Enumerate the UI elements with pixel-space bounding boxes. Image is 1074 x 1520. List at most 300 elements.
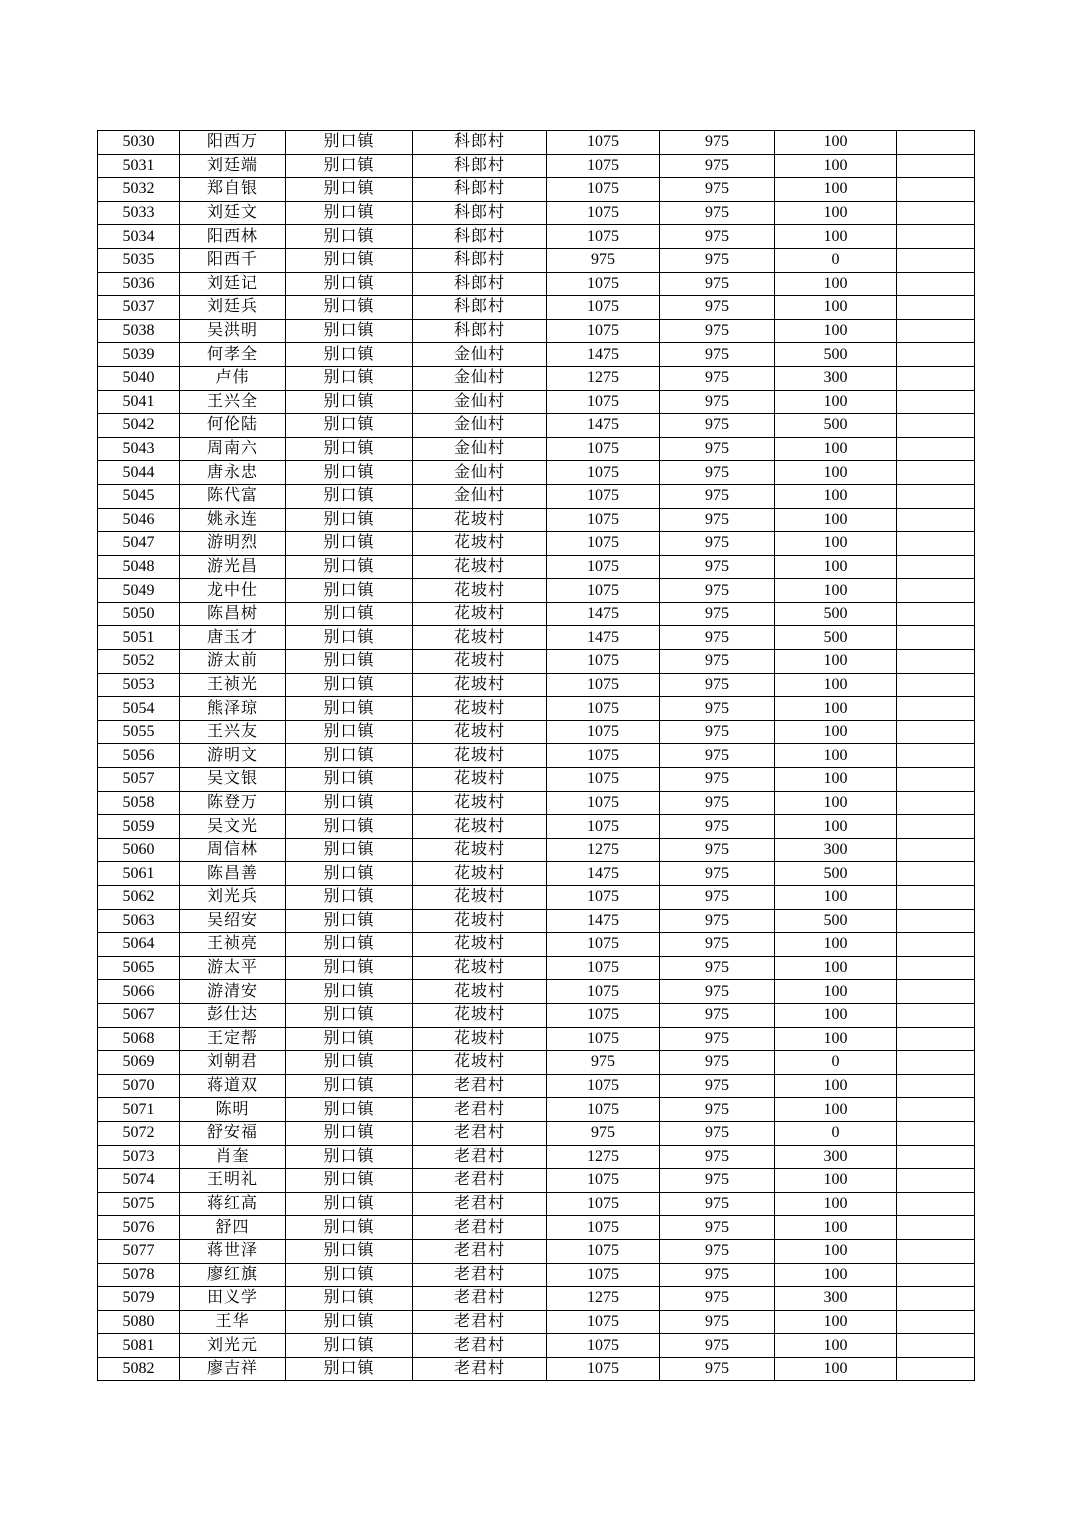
amount-base-cell: 975 bbox=[660, 1287, 775, 1311]
table-row bbox=[98, 886, 975, 910]
table-row bbox=[98, 366, 975, 390]
village-cell: 金仙村 bbox=[413, 390, 547, 414]
amount-total-cell: 1075 bbox=[547, 1074, 660, 1098]
note-cell bbox=[897, 131, 975, 155]
row-number-cell: 5051 bbox=[98, 626, 180, 650]
village-cell: 花坡村 bbox=[413, 579, 547, 603]
amount-base-cell: 975 bbox=[660, 673, 775, 697]
village-cell: 花坡村 bbox=[413, 744, 547, 768]
table-row bbox=[98, 1287, 975, 1311]
table-row bbox=[98, 555, 975, 579]
town-cell: 别口镇 bbox=[286, 343, 413, 367]
row-number-cell: 5063 bbox=[98, 909, 180, 933]
name-cell: 吴洪明 bbox=[180, 319, 286, 343]
amount-base-cell: 975 bbox=[660, 626, 775, 650]
name-cell: 彭仕达 bbox=[180, 1003, 286, 1027]
name-cell: 周信林 bbox=[180, 838, 286, 862]
amount-base-cell: 975 bbox=[660, 933, 775, 957]
amount-base-cell: 975 bbox=[660, 154, 775, 178]
note-cell bbox=[897, 437, 975, 461]
table-row bbox=[98, 1334, 975, 1358]
note-cell bbox=[897, 1169, 975, 1193]
table-row bbox=[98, 532, 975, 556]
row-number-cell: 5033 bbox=[98, 201, 180, 225]
note-cell bbox=[897, 602, 975, 626]
village-cell: 花坡村 bbox=[413, 720, 547, 744]
name-cell: 蒋世泽 bbox=[180, 1239, 286, 1263]
amount-total-cell: 1075 bbox=[547, 1239, 660, 1263]
row-number-cell: 5036 bbox=[98, 272, 180, 296]
name-cell: 唐玉才 bbox=[180, 626, 286, 650]
village-cell: 金仙村 bbox=[413, 343, 547, 367]
row-number-cell: 5046 bbox=[98, 508, 180, 532]
row-number-cell: 5069 bbox=[98, 1051, 180, 1075]
amount-difference-cell: 100 bbox=[775, 933, 897, 957]
table-row bbox=[98, 1310, 975, 1334]
village-cell: 老君村 bbox=[413, 1192, 547, 1216]
amount-total-cell: 1075 bbox=[547, 1169, 660, 1193]
town-cell: 别口镇 bbox=[286, 1051, 413, 1075]
note-cell bbox=[897, 484, 975, 508]
village-cell: 花坡村 bbox=[413, 1003, 547, 1027]
note-cell bbox=[897, 1310, 975, 1334]
amount-base-cell: 975 bbox=[660, 343, 775, 367]
village-cell: 老君村 bbox=[413, 1334, 547, 1358]
town-cell: 别口镇 bbox=[286, 414, 413, 438]
row-number-cell: 5050 bbox=[98, 602, 180, 626]
row-number-cell: 5082 bbox=[98, 1357, 180, 1381]
amount-difference-cell: 100 bbox=[775, 1310, 897, 1334]
amount-base-cell: 975 bbox=[660, 744, 775, 768]
table-row bbox=[98, 1074, 975, 1098]
town-cell: 别口镇 bbox=[286, 1357, 413, 1381]
table-row bbox=[98, 1216, 975, 1240]
amount-base-cell: 975 bbox=[660, 815, 775, 839]
amount-total-cell: 1475 bbox=[547, 862, 660, 886]
note-cell bbox=[897, 579, 975, 603]
note-cell bbox=[897, 862, 975, 886]
amount-total-cell: 1275 bbox=[547, 838, 660, 862]
town-cell: 别口镇 bbox=[286, 697, 413, 721]
amount-difference-cell: 100 bbox=[775, 1334, 897, 1358]
name-cell: 廖吉祥 bbox=[180, 1357, 286, 1381]
row-number-cell: 5047 bbox=[98, 532, 180, 556]
village-cell: 老君村 bbox=[413, 1074, 547, 1098]
amount-total-cell: 1475 bbox=[547, 343, 660, 367]
name-cell: 刘廷记 bbox=[180, 272, 286, 296]
note-cell bbox=[897, 319, 975, 343]
name-cell: 舒安福 bbox=[180, 1121, 286, 1145]
name-cell: 何伦陆 bbox=[180, 414, 286, 438]
village-cell: 花坡村 bbox=[413, 980, 547, 1004]
amount-base-cell: 975 bbox=[660, 1263, 775, 1287]
amount-total-cell: 1075 bbox=[547, 484, 660, 508]
amount-base-cell: 975 bbox=[660, 862, 775, 886]
table-row bbox=[98, 697, 975, 721]
note-cell bbox=[897, 178, 975, 202]
amount-base-cell: 975 bbox=[660, 272, 775, 296]
note-cell bbox=[897, 508, 975, 532]
row-number-cell: 5071 bbox=[98, 1098, 180, 1122]
note-cell bbox=[897, 272, 975, 296]
amount-base-cell: 975 bbox=[660, 1239, 775, 1263]
amount-base-cell: 975 bbox=[660, 1216, 775, 1240]
town-cell: 别口镇 bbox=[286, 1074, 413, 1098]
table-row bbox=[98, 1003, 975, 1027]
town-cell: 别口镇 bbox=[286, 791, 413, 815]
row-number-cell: 5079 bbox=[98, 1287, 180, 1311]
name-cell: 蒋道双 bbox=[180, 1074, 286, 1098]
name-cell: 游太前 bbox=[180, 650, 286, 674]
amount-difference-cell: 300 bbox=[775, 1287, 897, 1311]
table-row bbox=[98, 791, 975, 815]
table-row bbox=[98, 1121, 975, 1145]
row-number-cell: 5039 bbox=[98, 343, 180, 367]
village-cell: 科郎村 bbox=[413, 201, 547, 225]
row-number-cell: 5057 bbox=[98, 768, 180, 792]
name-cell: 王明礼 bbox=[180, 1169, 286, 1193]
town-cell: 别口镇 bbox=[286, 154, 413, 178]
amount-base-cell: 975 bbox=[660, 1334, 775, 1358]
name-cell: 阳西万 bbox=[180, 131, 286, 155]
amount-difference-cell: 100 bbox=[775, 1192, 897, 1216]
amount-total-cell: 1075 bbox=[547, 437, 660, 461]
village-cell: 花坡村 bbox=[413, 626, 547, 650]
town-cell: 别口镇 bbox=[286, 272, 413, 296]
town-cell: 别口镇 bbox=[286, 1263, 413, 1287]
town-cell: 别口镇 bbox=[286, 1169, 413, 1193]
amount-total-cell: 1075 bbox=[547, 886, 660, 910]
name-cell: 刘光元 bbox=[180, 1334, 286, 1358]
amount-total-cell: 1275 bbox=[547, 1145, 660, 1169]
village-cell: 老君村 bbox=[413, 1310, 547, 1334]
amount-total-cell: 1075 bbox=[547, 980, 660, 1004]
amount-base-cell: 975 bbox=[660, 1003, 775, 1027]
amount-total-cell: 1075 bbox=[547, 1098, 660, 1122]
table-row bbox=[98, 862, 975, 886]
table-row bbox=[98, 131, 975, 155]
village-cell: 老君村 bbox=[413, 1098, 547, 1122]
row-number-cell: 5061 bbox=[98, 862, 180, 886]
row-number-cell: 5072 bbox=[98, 1121, 180, 1145]
name-cell: 阳西千 bbox=[180, 248, 286, 272]
table-row bbox=[98, 933, 975, 957]
town-cell: 别口镇 bbox=[286, 579, 413, 603]
name-cell: 王祯光 bbox=[180, 673, 286, 697]
town-cell: 别口镇 bbox=[286, 1121, 413, 1145]
amount-difference-cell: 500 bbox=[775, 862, 897, 886]
row-number-cell: 5054 bbox=[98, 697, 180, 721]
note-cell bbox=[897, 673, 975, 697]
amount-base-cell: 975 bbox=[660, 1310, 775, 1334]
village-cell: 花坡村 bbox=[413, 862, 547, 886]
table-row bbox=[98, 296, 975, 320]
name-cell: 刘廷端 bbox=[180, 154, 286, 178]
amount-difference-cell: 500 bbox=[775, 909, 897, 933]
amount-difference-cell: 100 bbox=[775, 886, 897, 910]
amount-difference-cell: 100 bbox=[775, 272, 897, 296]
amount-total-cell: 1075 bbox=[547, 296, 660, 320]
amount-base-cell: 975 bbox=[660, 909, 775, 933]
village-cell: 花坡村 bbox=[413, 838, 547, 862]
town-cell: 别口镇 bbox=[286, 366, 413, 390]
village-cell: 花坡村 bbox=[413, 791, 547, 815]
amount-total-cell: 1075 bbox=[547, 744, 660, 768]
table-row bbox=[98, 1263, 975, 1287]
row-number-cell: 5062 bbox=[98, 886, 180, 910]
amount-total-cell: 1075 bbox=[547, 201, 660, 225]
amount-base-cell: 975 bbox=[660, 461, 775, 485]
table-row bbox=[98, 626, 975, 650]
amount-base-cell: 975 bbox=[660, 602, 775, 626]
village-cell: 老君村 bbox=[413, 1216, 547, 1240]
row-number-cell: 5031 bbox=[98, 154, 180, 178]
name-cell: 游太平 bbox=[180, 956, 286, 980]
amount-total-cell: 1075 bbox=[547, 461, 660, 485]
amount-total-cell: 1075 bbox=[547, 1003, 660, 1027]
town-cell: 别口镇 bbox=[286, 461, 413, 485]
amount-total-cell: 1075 bbox=[547, 791, 660, 815]
village-cell: 花坡村 bbox=[413, 1027, 547, 1051]
note-cell bbox=[897, 980, 975, 1004]
note-cell bbox=[897, 1216, 975, 1240]
amount-difference-cell: 300 bbox=[775, 838, 897, 862]
amount-total-cell: 975 bbox=[547, 248, 660, 272]
amount-difference-cell: 100 bbox=[775, 1027, 897, 1051]
village-cell: 花坡村 bbox=[413, 1051, 547, 1075]
note-cell bbox=[897, 1003, 975, 1027]
town-cell: 别口镇 bbox=[286, 768, 413, 792]
town-cell: 别口镇 bbox=[286, 296, 413, 320]
amount-difference-cell: 300 bbox=[775, 366, 897, 390]
town-cell: 别口镇 bbox=[286, 555, 413, 579]
name-cell: 王华 bbox=[180, 1310, 286, 1334]
name-cell: 刘光兵 bbox=[180, 886, 286, 910]
town-cell: 别口镇 bbox=[286, 1334, 413, 1358]
row-number-cell: 5043 bbox=[98, 437, 180, 461]
town-cell: 别口镇 bbox=[286, 838, 413, 862]
amount-difference-cell: 100 bbox=[775, 744, 897, 768]
row-number-cell: 5038 bbox=[98, 319, 180, 343]
name-cell: 陈代富 bbox=[180, 484, 286, 508]
village-cell: 花坡村 bbox=[413, 697, 547, 721]
note-cell bbox=[897, 933, 975, 957]
amount-base-cell: 975 bbox=[660, 1121, 775, 1145]
amount-difference-cell: 100 bbox=[775, 1263, 897, 1287]
amount-total-cell: 1475 bbox=[547, 414, 660, 438]
note-cell bbox=[897, 248, 975, 272]
amount-base-cell: 975 bbox=[660, 791, 775, 815]
town-cell: 别口镇 bbox=[286, 1192, 413, 1216]
village-cell: 科郎村 bbox=[413, 131, 547, 155]
amount-total-cell: 975 bbox=[547, 1121, 660, 1145]
village-cell: 科郎村 bbox=[413, 248, 547, 272]
town-cell: 别口镇 bbox=[286, 484, 413, 508]
village-cell: 老君村 bbox=[413, 1145, 547, 1169]
name-cell: 熊泽琼 bbox=[180, 697, 286, 721]
amount-difference-cell: 100 bbox=[775, 579, 897, 603]
town-cell: 别口镇 bbox=[286, 1239, 413, 1263]
amount-total-cell: 1075 bbox=[547, 1192, 660, 1216]
town-cell: 别口镇 bbox=[286, 602, 413, 626]
table-row bbox=[98, 909, 975, 933]
amount-total-cell: 1075 bbox=[547, 673, 660, 697]
name-cell: 周南六 bbox=[180, 437, 286, 461]
amount-difference-cell: 100 bbox=[775, 1357, 897, 1381]
note-cell bbox=[897, 1192, 975, 1216]
note-cell bbox=[897, 1263, 975, 1287]
row-number-cell: 5044 bbox=[98, 461, 180, 485]
town-cell: 别口镇 bbox=[286, 508, 413, 532]
amount-base-cell: 975 bbox=[660, 1027, 775, 1051]
table-row bbox=[98, 272, 975, 296]
note-cell bbox=[897, 626, 975, 650]
amount-base-cell: 975 bbox=[660, 579, 775, 603]
town-cell: 别口镇 bbox=[286, 1003, 413, 1027]
name-cell: 郑自银 bbox=[180, 178, 286, 202]
row-number-cell: 5060 bbox=[98, 838, 180, 862]
town-cell: 别口镇 bbox=[286, 650, 413, 674]
amount-base-cell: 975 bbox=[660, 508, 775, 532]
amount-base-cell: 975 bbox=[660, 225, 775, 249]
amount-total-cell: 1075 bbox=[547, 555, 660, 579]
amount-difference-cell: 100 bbox=[775, 296, 897, 320]
amount-difference-cell: 100 bbox=[775, 201, 897, 225]
town-cell: 别口镇 bbox=[286, 532, 413, 556]
town-cell: 别口镇 bbox=[286, 225, 413, 249]
name-cell: 姚永连 bbox=[180, 508, 286, 532]
amount-base-cell: 975 bbox=[660, 956, 775, 980]
village-cell: 金仙村 bbox=[413, 484, 547, 508]
table-row bbox=[98, 980, 975, 1004]
amount-base-cell: 975 bbox=[660, 1074, 775, 1098]
note-cell bbox=[897, 791, 975, 815]
note-cell bbox=[897, 886, 975, 910]
amount-difference-cell: 100 bbox=[775, 390, 897, 414]
row-number-cell: 5074 bbox=[98, 1169, 180, 1193]
amount-base-cell: 975 bbox=[660, 555, 775, 579]
row-number-cell: 5077 bbox=[98, 1239, 180, 1263]
village-cell: 花坡村 bbox=[413, 508, 547, 532]
amount-difference-cell: 100 bbox=[775, 650, 897, 674]
village-cell: 花坡村 bbox=[413, 768, 547, 792]
amount-total-cell: 1075 bbox=[547, 390, 660, 414]
town-cell: 别口镇 bbox=[286, 1216, 413, 1240]
town-cell: 别口镇 bbox=[286, 720, 413, 744]
amount-base-cell: 975 bbox=[660, 980, 775, 1004]
village-cell: 金仙村 bbox=[413, 461, 547, 485]
village-cell: 老君村 bbox=[413, 1121, 547, 1145]
name-cell: 游清安 bbox=[180, 980, 286, 1004]
amount-base-cell: 975 bbox=[660, 720, 775, 744]
town-cell: 别口镇 bbox=[286, 980, 413, 1004]
note-cell bbox=[897, 414, 975, 438]
table-row bbox=[98, 508, 975, 532]
note-cell bbox=[897, 154, 975, 178]
amount-total-cell: 1075 bbox=[547, 650, 660, 674]
amount-difference-cell: 100 bbox=[775, 768, 897, 792]
amount-base-cell: 975 bbox=[660, 1357, 775, 1381]
name-cell: 卢伟 bbox=[180, 366, 286, 390]
row-number-cell: 5070 bbox=[98, 1074, 180, 1098]
amount-base-cell: 975 bbox=[660, 1098, 775, 1122]
table-row bbox=[98, 650, 975, 674]
town-cell: 别口镇 bbox=[286, 1027, 413, 1051]
amount-base-cell: 975 bbox=[660, 414, 775, 438]
roster-table bbox=[97, 130, 975, 1381]
table-row bbox=[98, 225, 975, 249]
amount-total-cell: 1075 bbox=[547, 933, 660, 957]
note-cell bbox=[897, 1357, 975, 1381]
amount-base-cell: 975 bbox=[660, 838, 775, 862]
amount-total-cell: 1075 bbox=[547, 815, 660, 839]
amount-total-cell: 1075 bbox=[547, 154, 660, 178]
amount-total-cell: 1075 bbox=[547, 319, 660, 343]
table-row bbox=[98, 1098, 975, 1122]
amount-difference-cell: 100 bbox=[775, 1098, 897, 1122]
village-cell: 科郎村 bbox=[413, 296, 547, 320]
town-cell: 别口镇 bbox=[286, 437, 413, 461]
table-row bbox=[98, 178, 975, 202]
amount-base-cell: 975 bbox=[660, 697, 775, 721]
amount-difference-cell: 0 bbox=[775, 1121, 897, 1145]
note-cell bbox=[897, 768, 975, 792]
amount-total-cell: 1075 bbox=[547, 178, 660, 202]
town-cell: 别口镇 bbox=[286, 1145, 413, 1169]
town-cell: 别口镇 bbox=[286, 862, 413, 886]
amount-difference-cell: 100 bbox=[775, 508, 897, 532]
town-cell: 别口镇 bbox=[286, 909, 413, 933]
village-cell: 老君村 bbox=[413, 1287, 547, 1311]
amount-difference-cell: 100 bbox=[775, 956, 897, 980]
amount-base-cell: 975 bbox=[660, 178, 775, 202]
town-cell: 别口镇 bbox=[286, 248, 413, 272]
village-cell: 花坡村 bbox=[413, 532, 547, 556]
amount-total-cell: 1075 bbox=[547, 131, 660, 155]
village-cell: 科郎村 bbox=[413, 178, 547, 202]
name-cell: 陈明 bbox=[180, 1098, 286, 1122]
amount-total-cell: 1075 bbox=[547, 579, 660, 603]
town-cell: 别口镇 bbox=[286, 626, 413, 650]
amount-difference-cell: 0 bbox=[775, 248, 897, 272]
row-number-cell: 5048 bbox=[98, 555, 180, 579]
note-cell bbox=[897, 1145, 975, 1169]
table-row bbox=[98, 1145, 975, 1169]
note-cell bbox=[897, 1027, 975, 1051]
roster-body bbox=[98, 131, 975, 1381]
name-cell: 肖奎 bbox=[180, 1145, 286, 1169]
village-cell: 科郎村 bbox=[413, 225, 547, 249]
name-cell: 蒋红高 bbox=[180, 1192, 286, 1216]
amount-base-cell: 975 bbox=[660, 1169, 775, 1193]
amount-difference-cell: 100 bbox=[775, 673, 897, 697]
note-cell bbox=[897, 1098, 975, 1122]
table-row bbox=[98, 673, 975, 697]
village-cell: 老君村 bbox=[413, 1263, 547, 1287]
town-cell: 别口镇 bbox=[286, 1098, 413, 1122]
row-number-cell: 5041 bbox=[98, 390, 180, 414]
amount-base-cell: 975 bbox=[660, 484, 775, 508]
table-row bbox=[98, 956, 975, 980]
table-row bbox=[98, 720, 975, 744]
row-number-cell: 5064 bbox=[98, 933, 180, 957]
amount-total-cell: 1075 bbox=[547, 272, 660, 296]
amount-base-cell: 975 bbox=[660, 366, 775, 390]
village-cell: 老君村 bbox=[413, 1357, 547, 1381]
amount-base-cell: 975 bbox=[660, 390, 775, 414]
table-row bbox=[98, 1169, 975, 1193]
village-cell: 金仙村 bbox=[413, 366, 547, 390]
